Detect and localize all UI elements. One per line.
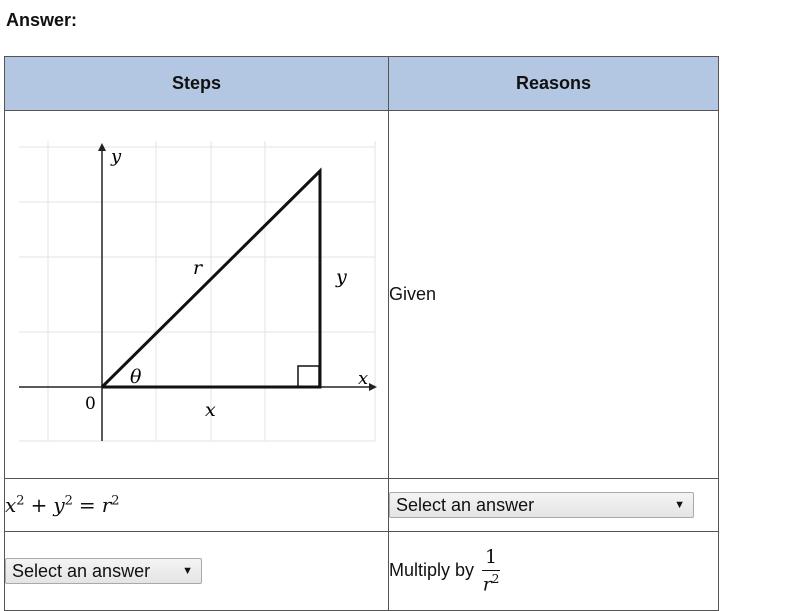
step-select-cell — [5, 532, 389, 611]
reason-select-cell — [389, 479, 719, 532]
denominator-exp: 2 — [491, 572, 500, 587]
reason-select-value: Select an answer — [396, 495, 535, 515]
pythagorean-equation — [5, 493, 120, 517]
eq-exp: 2 — [111, 493, 120, 509]
step-select-value: Select an answer — [12, 561, 151, 581]
reason-select[interactable] — [389, 492, 694, 518]
vertical-leg-label: y — [336, 266, 347, 288]
table-row — [5, 111, 719, 479]
dropdown-arrow-icon: ▼ — [182, 565, 193, 577]
reasons-header: Reasons — [389, 57, 719, 111]
x-axis-arrow-icon — [369, 383, 377, 391]
step-select[interactable] — [5, 558, 202, 584]
table-row — [5, 532, 719, 611]
eq-x: x — [5, 493, 17, 517]
x-axis-label: x — [358, 368, 369, 389]
fraction-numerator: 1 — [482, 546, 500, 571]
eq-exp: 2 — [64, 493, 73, 509]
table-row — [5, 479, 719, 532]
eq-r: r — [101, 493, 112, 517]
eq-plus: + — [30, 493, 48, 517]
fraction-denominator — [483, 571, 500, 595]
proof-table — [4, 56, 719, 611]
origin-label: 0 — [85, 394, 96, 414]
denominator-r: r — [482, 573, 492, 596]
step-equation-cell — [5, 479, 389, 532]
right-triangle-diagram — [5, 111, 388, 473]
horizontal-leg-label: x — [205, 399, 216, 421]
eq-exp: 2 — [16, 493, 25, 509]
answer-heading: Answer: — [6, 10, 78, 30]
eq-equals: = — [78, 493, 96, 517]
multiply-text: Multiply by — [389, 560, 475, 581]
eq-y: y — [53, 493, 65, 517]
y-axis-label: y — [111, 146, 122, 167]
reason-given: Given — [389, 111, 719, 479]
dropdown-arrow-icon: ▼ — [674, 499, 685, 511]
steps-header: Steps — [5, 57, 389, 111]
fraction — [482, 546, 500, 595]
reason-multiply-cell — [389, 532, 719, 611]
diagram-cell — [5, 111, 389, 479]
hypotenuse-label: r — [193, 257, 203, 279]
angle-label: θ — [130, 366, 142, 388]
right-angle-marker — [298, 366, 319, 387]
